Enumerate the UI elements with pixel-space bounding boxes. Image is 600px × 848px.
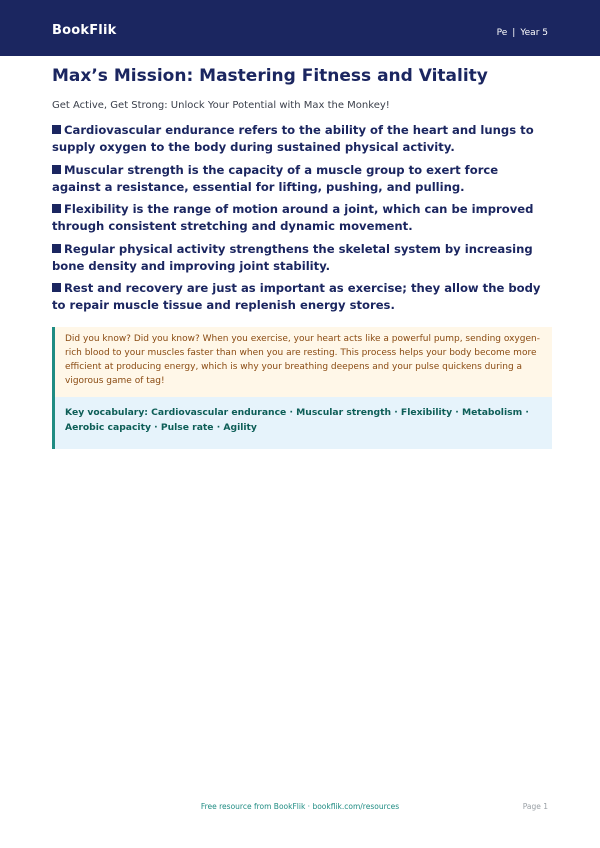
square-bullet-icon <box>52 283 61 292</box>
page-subtitle: Get Active, Get Strong: Unlock Your Potential with Max the Monkey! <box>52 100 390 111</box>
fact-item <box>52 201 548 235</box>
brand-logo-text[interactable]: BookFlik <box>52 23 117 38</box>
page-title: Max’s Mission: Mastering Fitness and Vitality <box>52 66 488 86</box>
fact-item <box>52 241 548 275</box>
header-meta <box>497 28 548 38</box>
fact-item <box>52 280 548 314</box>
square-bullet-icon <box>52 204 61 213</box>
footer-link[interactable]: Free resource from BookFlik · bookflik.com/resources <box>200 802 400 811</box>
fact-text: Flexibility is the range of motion around a joint, which can be improved through consistent stretching and dynamic movement. <box>52 202 534 233</box>
square-bullet-icon <box>52 165 61 174</box>
page-number: Page 1 <box>522 802 548 811</box>
fact-list <box>52 122 548 320</box>
subject-label: Pe <box>496 28 508 38</box>
fact-text: Rest and recovery are just as important as exercise; they allow the body to repair muscle tissue and replenish energy stores. <box>52 281 541 312</box>
fact-item <box>52 162 548 196</box>
fact-text: Regular physical activity strengthens the skeletal system by increasing bone density and improving joint stability. <box>52 241 533 273</box>
fact-text: Muscular strength is the capacity of a muscle group to exert force against a resistance, essential for lifting, pushing, and pulling. <box>52 162 499 194</box>
key-vocabulary-box: Key vocabulary: Cardiovascular endurance · Muscular strength · Flexibility · Metabolism · Aerobic capacity · Pulse rate · Agility <box>55 397 552 449</box>
square-bullet-icon <box>52 125 61 134</box>
info-callout <box>52 327 552 449</box>
did-you-know-box: Did you know? Did you know? When you exercise, your heart acts like a powerful pump, sending oxygen-rich blood to your muscles faster than when you are resting. This process helps your body become more efficient at producing energy, which is why your breathing deepens and your pulse quickens during a vigorous game of tag! <box>55 327 552 397</box>
square-bullet-icon <box>52 244 61 253</box>
meta-separator: | <box>512 28 516 38</box>
fact-text: Cardiovascular endurance refers to the ability of the heart and lungs to supply oxygen to the body during sustained physical activity. <box>52 123 534 154</box>
year-label: Year 5 <box>520 28 548 38</box>
header-bar <box>0 0 600 56</box>
fact-item <box>52 122 548 156</box>
